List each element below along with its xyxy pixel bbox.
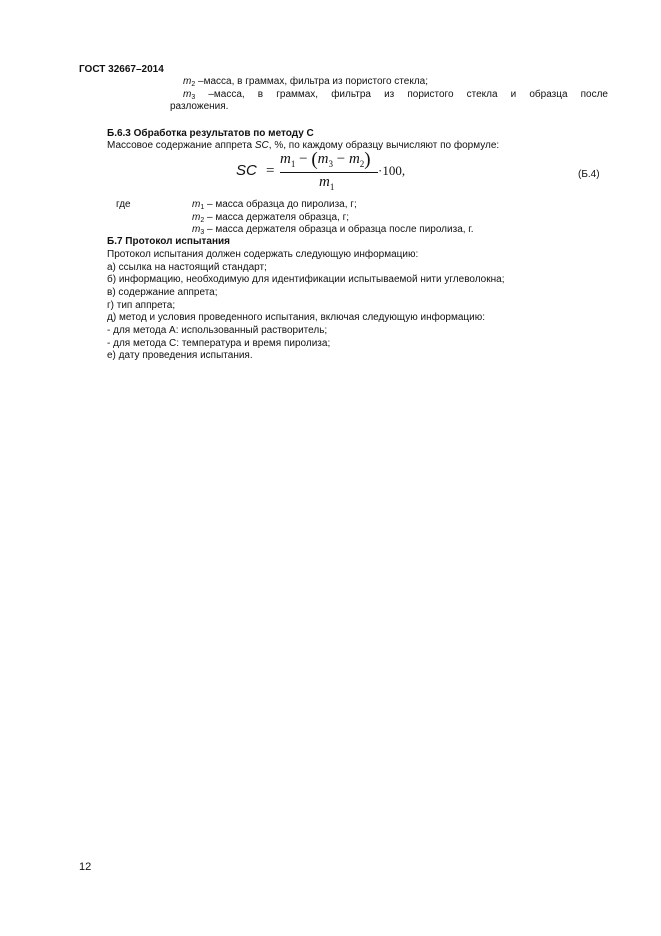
protocol-line: Протокол испытания должен содержать следующую информацию: (107, 249, 419, 260)
document-code: ГОСТ 32667–2014 (79, 64, 164, 75)
definition-m3: $m_3$ –масса, в граммах, фильтра из пористого стекла и образца после (183, 89, 608, 101)
definition-m3-continuation: разложения. (170, 101, 229, 112)
formula-equals: = (266, 163, 275, 179)
protocol-item-e: е) дату проведения испытания. (107, 350, 253, 361)
formula-multiplier: ·100, (378, 163, 406, 178)
definition-m3-holder: $m_3$ – масса держателя образца и образца после пиролиза, г. (192, 224, 474, 236)
protocol-item-v: в) содержание аппрета; (107, 287, 218, 298)
definition-m2-holder: $m_2$ – масса держателя образца, г; (192, 212, 350, 224)
protocol-subitem-method-a: - для метода А: использованный растворитель; (107, 325, 328, 336)
section-b63-intro: Массовое содержание аппрета SC, %, по каждому образцу вычисляют по формуле: (107, 140, 500, 151)
where-label: где (116, 199, 131, 210)
protocol-item-g: г) тип аппрета; (107, 300, 176, 311)
section-b7-title: Б.7 Протокол испытания (107, 236, 230, 247)
formula-numerator: $m_1 - (m_3 - m_2)$ (280, 149, 371, 170)
definition-m1: $m_1$ – масса образца до пиролиза, г; (192, 199, 357, 211)
page-number: 12 (79, 861, 92, 873)
fraction-bar (280, 172, 378, 173)
protocol-subitem-method-c: - для метода С: температура и время пиролиза; (107, 338, 331, 349)
formula-number: (Б.4) (578, 169, 600, 180)
formula-b4 (236, 150, 436, 196)
formula-denominator: $m_1$ (319, 174, 335, 192)
definition-m2: $m_2$ –масса, в граммах, фильтра из пористого стекла; (183, 76, 428, 88)
formula-lhs: SC (236, 162, 257, 179)
protocol-item-d: д) метод и условия проведенного испытания, включая следующую информацию: (107, 312, 485, 323)
section-b63-title: Б.6.3 Обработка результатов по методу С (107, 128, 314, 139)
protocol-item-b: б) информацию, необходимую для идентификации испытываемой нити углеволокна; (107, 274, 505, 285)
protocol-item-a: а) ссылка на настоящий стандарт; (107, 262, 267, 273)
